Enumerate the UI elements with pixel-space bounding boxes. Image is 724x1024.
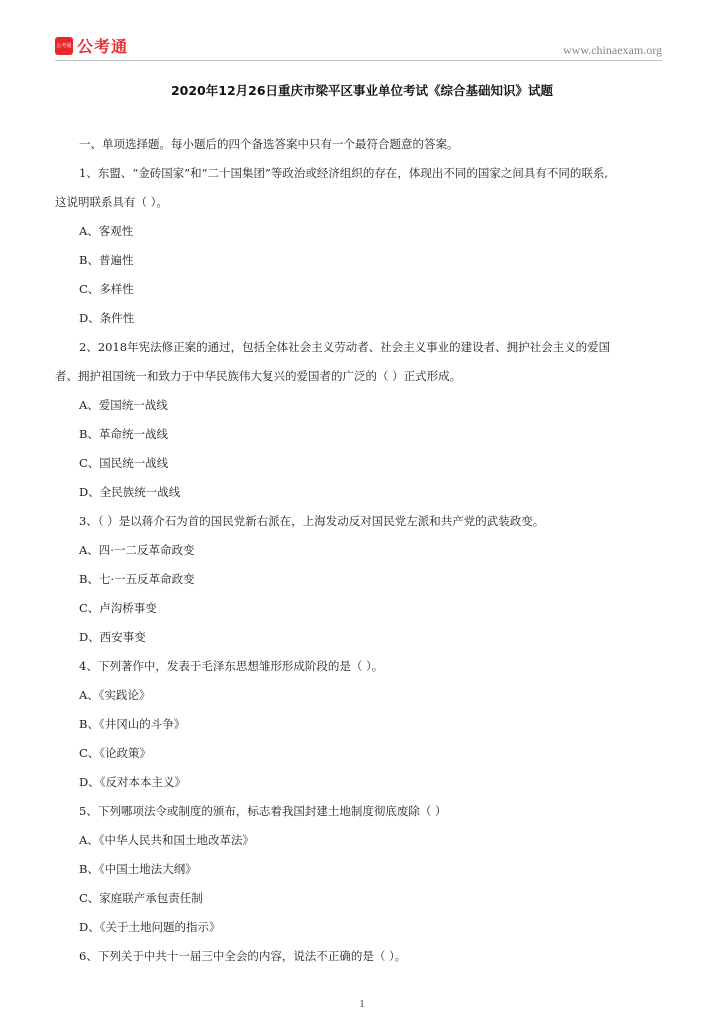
page-header [55,34,662,60]
option-d: D、全民族统一战线 [79,485,181,499]
page-number: 1 [359,999,365,1010]
option-c: C、家庭联产承包责任制 [79,891,203,905]
option-b: B、《井冈山的斗争》 [79,717,186,731]
option-a: A、客观性 [79,224,134,238]
option-a: A、爱国统一战线 [79,398,168,412]
document-body [55,137,662,978]
question-3: 3、（ ）是以蒋介石为首的国民党新右派在，上海发动反对国民党左派和共产党的武装政变。 [79,514,545,528]
document-title: 2020年12月26日重庆市梁平区事业单位考试《综合基础知识》试题 [170,83,554,98]
question-4: 4、下列著作中，发表于毛泽东思想雏形形成阶段的是（ ）。 [79,659,384,673]
option-a: A、四·一二反革命政变 [79,543,195,557]
question-stem-cont: 者、拥护祖国统一和致力于中华民族伟大复兴的爱国者的广泛的（ ）正式形成。 [55,369,462,383]
brand-logo [55,34,128,57]
question-2 [55,340,662,398]
option-d: D、西安事变 [79,630,146,644]
question-stem-cont: 这说明联系具有（ ）。 [55,195,168,209]
option-d: D、条件性 [79,311,135,325]
question-stem: 2、2018年宪法修正案的通过，包括全体社会主义劳动者、社会主义事业的建设者、拥护社会主义的爱国 [79,340,611,354]
question-5: 5、下列哪项法令或制度的颁布，标志着我国封建土地制度彻底废除（ ） [79,804,447,818]
site-url: www.chinaexam.org [563,43,662,57]
logo-badge-icon: 公考通 [55,37,73,55]
option-c: C、《论政策》 [79,746,152,760]
option-b: B、七·一五反革命政变 [79,572,195,586]
option-d: D、《反对本本主义》 [79,775,186,789]
option-b: B、革命统一战线 [79,427,168,441]
option-d: D、《关于土地问题的指示》 [79,920,221,934]
option-c: C、卢沟桥事变 [79,601,157,615]
option-b: B、普遍性 [79,253,134,267]
option-a: A、《中华人民共和国土地改革法》 [79,833,255,847]
option-c: C、多样性 [79,282,134,296]
option-a: A、《实践论》 [79,688,151,702]
question-stem: 1、东盟、“金砖国家”和“二十国集团”等政治或经济组织的存在，体现出不同的国家之间具有不同的联系, [79,166,608,180]
option-c: C、国民统一战线 [79,456,169,470]
question-1 [55,166,662,224]
option-b: B、《中国土地法大纲》 [79,862,197,876]
section-heading: 一、单项选择题。每小题后的四个备选答案中只有一个最符合题意的答案。 [79,137,459,151]
question-6: 6、下列关于中共十一届三中全会的内容，说法不正确的是（ ）。 [79,949,407,963]
logo-text: 公考通 [77,37,129,56]
header-divider [55,60,662,61]
